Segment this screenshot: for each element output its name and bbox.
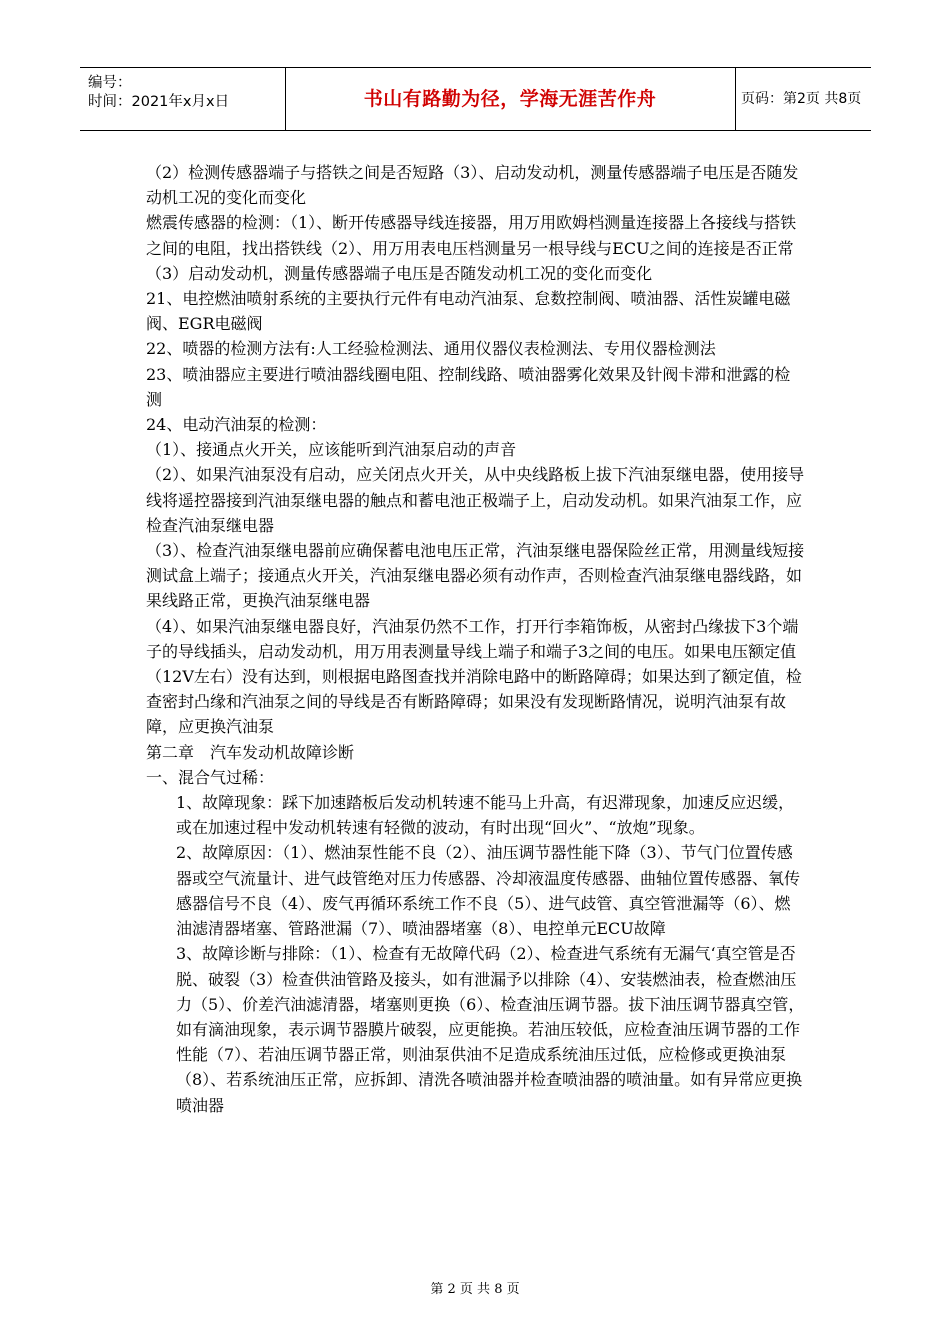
paragraph: 23、喷油器应主要进行喷油器线圈电阻、控制线路、喷油器雾化效果及针阀卡滞和泄露的检测 — [146, 364, 791, 409]
paragraph: （1）、接通点火开关，应该能听到汽油泵启动的声音 — [146, 440, 517, 460]
page-number-label: 页码：第2页 共8页 — [741, 91, 862, 107]
paragraph: （2）检测传感器端子与搭铁之间是否短路（3）、启动发动机，测量传感器端子电压是否随发动机工况的变化而变化 — [146, 163, 799, 208]
paragraph: 第二章 汽车发动机故障诊断 — [146, 742, 355, 762]
paragraph: 2、故障原因：（1）、燃油泵性能不良（2）、油压调节器性能下降（3）、节气门位置传感器或空气流量计、进气歧管绝对压力传感器、冷却液温度传感器、曲轴位置传感器、氧传感器信号不良（4）、废气再循环系统工作不良（5）、进气歧管、真空管泄漏等（6）、燃油滤清器堵塞、管路泄漏（7）、喷油器堵塞（8）、电控单元ECU故障 — [176, 843, 801, 939]
page-footer: 第 2 页 共 8 页 — [430, 1282, 520, 1297]
header-divider-right — [735, 68, 736, 130]
paragraph: 24、电动汽油泵的检测： — [146, 415, 327, 435]
code-label: 编号： — [88, 75, 132, 91]
paragraph: 燃震传感器的检测：（1）、断开传感器导线连接器，用万用欧姆档测量连接器上各接线与搭铁之间的电阻，找出搭铁线（2）、用万用表电压档测量另一根导线与ECU之间的连接是否正常（3）启动发动机，测量传感器端子电压是否随发动机工况的变化而变化 — [146, 213, 797, 283]
paragraph: （3）、检查汽油泵继电器前应确保蓄电池电压正常，汽油泵继电器保险丝正常，用测量线短接测试盒上端子；接通点火开关，汽油泵继电器必须有动作声，否则检查汽油泵继电器线路，如果线路正常，更换汽油泵继电器 — [146, 541, 805, 611]
paragraph: 21、电控燃油喷射系统的主要执行元件有电动汽油泵、怠数控制阀、喷油器、活性炭罐电磁阀、EGR电磁阀 — [146, 289, 791, 334]
document-body — [146, 160, 806, 1118]
header-meta — [88, 74, 282, 112]
paragraph: 一、混合气过稀： — [146, 767, 275, 787]
date-label: 时间：2021年x月x日 — [88, 94, 230, 110]
paragraph: 1、故障现象：踩下加速踏板后发动机转速不能马上升高，有迟滞现象，加速反应迟缓，或在加速过程中发动机转速有轻微的波动，有时出现“回火”、“放炮”现象。 — [176, 793, 795, 838]
paragraph: 22、喷器的检测方法有:人工经验检测法、通用仪器仪表检测法、专用仪器检测法 — [146, 339, 716, 359]
paragraph: （4）、如果汽油泵继电器良好，汽油泵仍然不工作，打开行李箱饰板，从密封凸缘拔下3个端子的导线插头，启动发动机，用万用表测量导线上端子和端子3之间的电压。如果电压额定值（12V左右）没有达到，则根据电路图查找并消除电路中的断路障碍；如果达到了额定值，检查密封凸缘和汽油泵之间的导线是否有断路障碍；如果没有发现断路情况，说明汽油泵有故障，应更换汽油泵 — [146, 616, 802, 737]
paragraph: （2）、如果汽油泵没有启动，应关闭点火开关，从中央线路板上拔下汽油泵继电器，使用接导线将遥控器接到汽油泵继电器的触点和蓄电池正极端子上，启动发动机。如果汽油泵工作，应检查汽油泵继电器 — [146, 465, 805, 535]
paragraph: 3、故障诊断与排除：（1）、检查有无故障代码（2）、检查进气系统有无漏气‘真空管是否脱、破裂（3）检查供油管路及接头，如有泄漏予以排除（4）、安装燃油表，检查燃油压力（5）、价差汽油滤清器，堵塞则更换（6）、检查油压调节器。拔下油压调节器真空管，如有滴油现象，表示调节器膜片破裂，应更能换。若油压较低，应检查油压调节器的工作性能（7）、若油压调节器正常，则油泵供油不足造成系统油压过低，应检修或更换油泵（8）、若系统油压正常，应拆卸、清洗各喷油器并检查喷油器的喷油量。如有异常应更换喷油器 — [176, 944, 805, 1115]
header-motto: 书山有路勤为径，学海无涯苦作舟 — [363, 88, 657, 110]
page-header — [80, 67, 871, 131]
